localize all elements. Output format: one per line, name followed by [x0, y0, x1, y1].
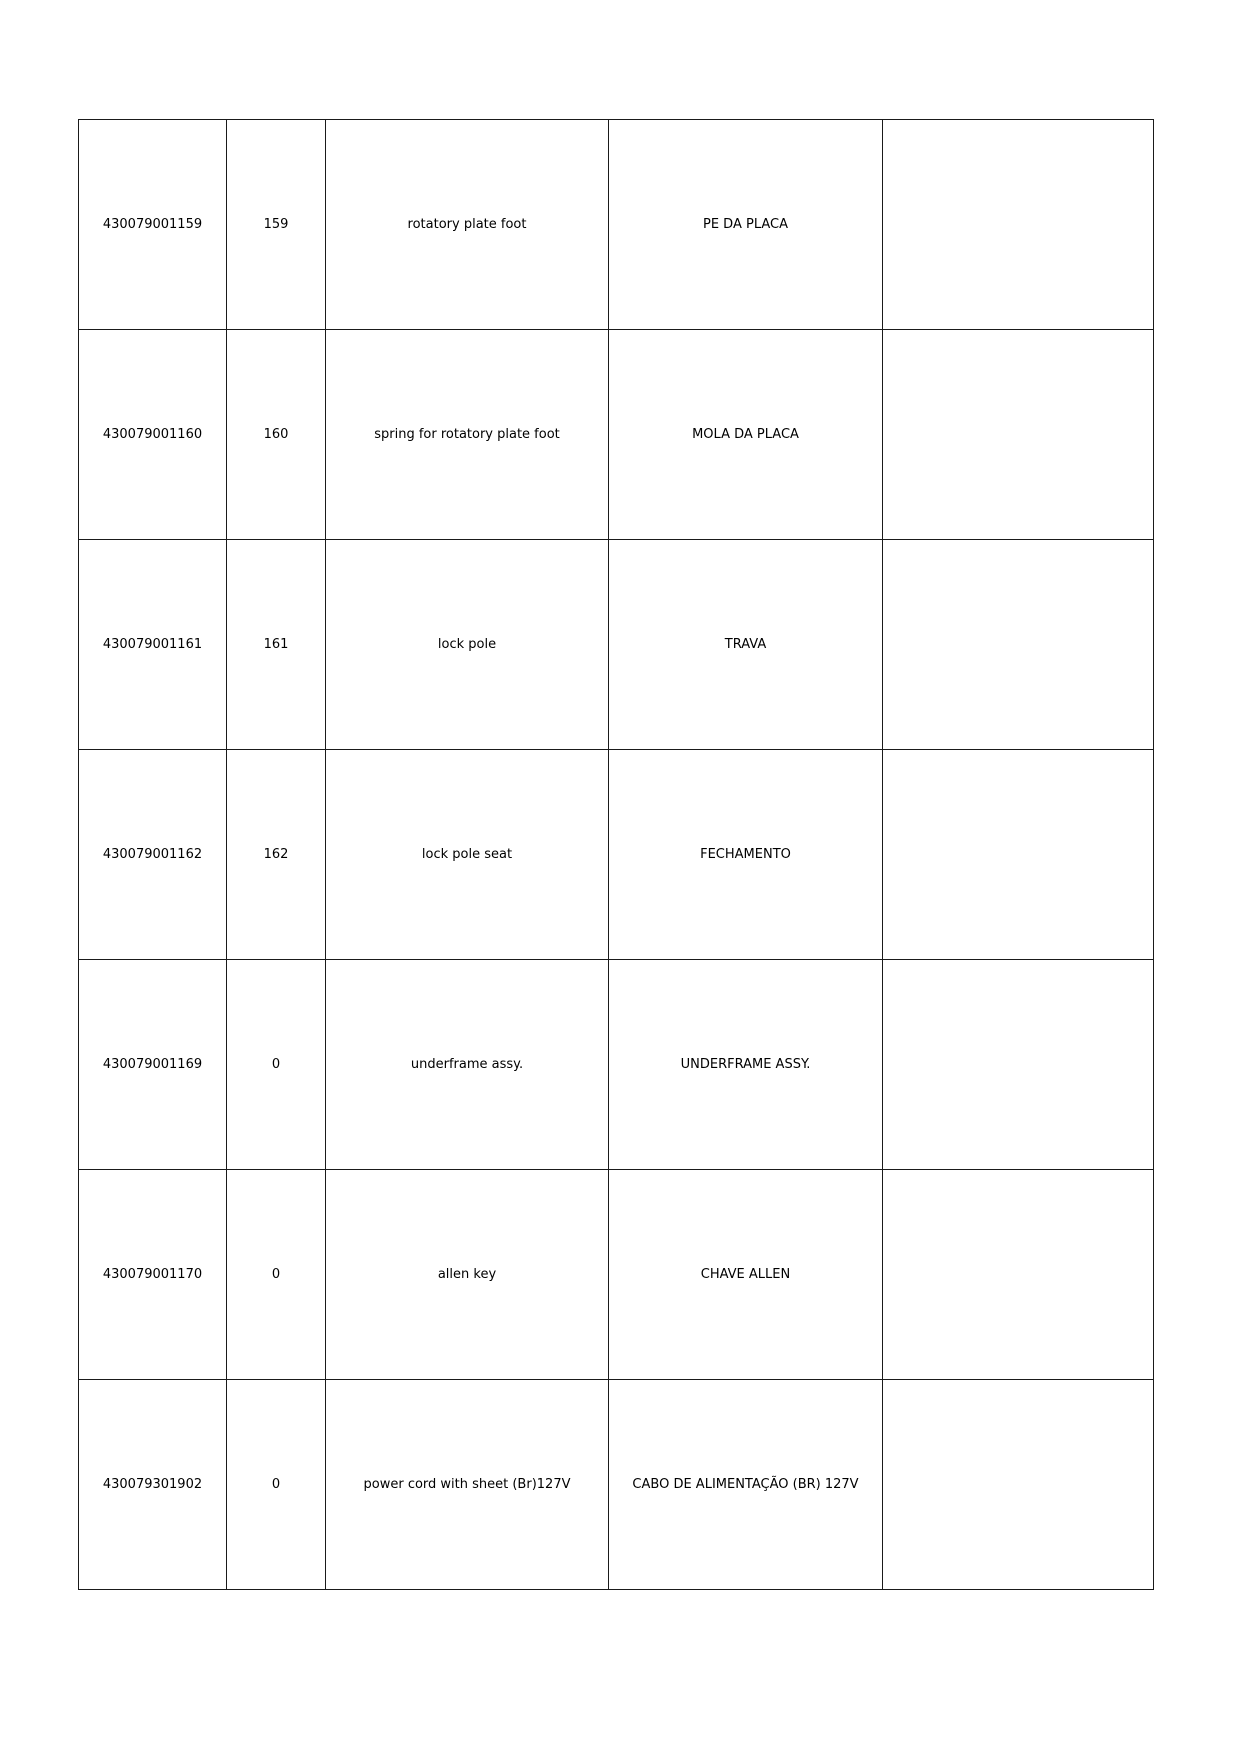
description-portuguese: CHAVE ALLEN: [609, 1170, 883, 1380]
parts-table: [78, 119, 1154, 1590]
table-row: [79, 1380, 1154, 1590]
notes-cell: [883, 1170, 1154, 1380]
part-code: 430079001161: [79, 540, 227, 750]
part-code: 430079001159: [79, 120, 227, 330]
table-row: [79, 120, 1154, 330]
part-code: 430079001170: [79, 1170, 227, 1380]
part-code: 430079301902: [79, 1380, 227, 1590]
notes-cell: [883, 750, 1154, 960]
description-english: power cord with sheet (Br)127V: [326, 1380, 609, 1590]
description-portuguese: FECHAMENTO: [609, 750, 883, 960]
position-number: 0: [227, 1170, 326, 1380]
table-row: [79, 330, 1154, 540]
description-portuguese: MOLA DA PLACA: [609, 330, 883, 540]
description-portuguese: TRAVA: [609, 540, 883, 750]
table-row: [79, 750, 1154, 960]
description-english: rotatory plate foot: [326, 120, 609, 330]
notes-cell: [883, 1380, 1154, 1590]
notes-cell: [883, 120, 1154, 330]
notes-cell: [883, 960, 1154, 1170]
position-number: 162: [227, 750, 326, 960]
part-code: 430079001162: [79, 750, 227, 960]
position-number: 159: [227, 120, 326, 330]
position-number: 161: [227, 540, 326, 750]
position-number: 0: [227, 1380, 326, 1590]
description-english: spring for rotatory plate foot: [326, 330, 609, 540]
notes-cell: [883, 540, 1154, 750]
description-portuguese: PE DA PLACA: [609, 120, 883, 330]
notes-cell: [883, 330, 1154, 540]
position-number: 160: [227, 330, 326, 540]
table-row: [79, 960, 1154, 1170]
description-english: lock pole seat: [326, 750, 609, 960]
part-code: 430079001169: [79, 960, 227, 1170]
description-english: underframe assy.: [326, 960, 609, 1170]
table-row: [79, 1170, 1154, 1380]
position-number: 0: [227, 960, 326, 1170]
table-row: [79, 540, 1154, 750]
description-portuguese: CABO DE ALIMENTAÇÃO (BR) 127V: [609, 1380, 883, 1590]
description-portuguese: UNDERFRAME ASSY.: [609, 960, 883, 1170]
description-english: allen key: [326, 1170, 609, 1380]
description-english: lock pole: [326, 540, 609, 750]
part-code: 430079001160: [79, 330, 227, 540]
